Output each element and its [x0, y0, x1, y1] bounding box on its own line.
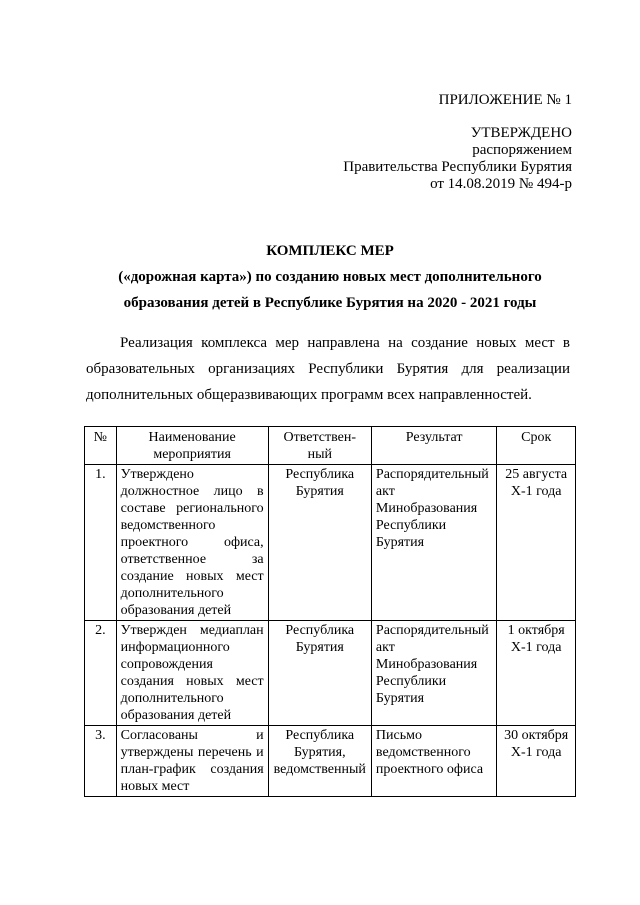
- row-name: Утверждено должностное лицо в составе регионального ведомственного проектного офиса, ответственное за создание новых мест дополнительного образования детей: [116, 465, 268, 621]
- title-line-1: КОМПЛЕКС МЕР: [266, 243, 394, 259]
- row-number: 3.: [85, 726, 117, 797]
- header-number: №: [85, 427, 117, 465]
- row-name: Утвержден медиаплан информационного сопровождения создания новых мест дополнительного образования детей: [116, 621, 268, 726]
- row-result: Письмо ведомственного проектного офиса: [371, 726, 496, 797]
- header-name: Наименование мероприятия: [116, 427, 268, 465]
- row-number: 2.: [85, 621, 117, 726]
- row-term: 25 августа Х-1 года: [497, 465, 576, 621]
- appendix-number: ПРИЛОЖЕНИЕ № 1: [438, 92, 572, 108]
- row-responsible: Республика Бурятия: [268, 465, 371, 621]
- table-header-row: [85, 427, 576, 465]
- row-responsible: Республика Бурятия, ведомственный: [268, 726, 371, 797]
- row-result: Распорядительный акт Минобразования Республики Бурятия: [371, 621, 496, 726]
- title-line-2: («дорожная карта») по созданию новых мест дополнительного: [118, 269, 542, 285]
- table-row: [85, 726, 576, 797]
- approved-label: УТВЕРЖДЕНО: [470, 125, 572, 141]
- header-result: Результат: [371, 427, 496, 465]
- row-term: 1 октября Х-1 года: [497, 621, 576, 726]
- intro-paragraph: Реализация комплекса мер направлена на создание новых мест в образовательных организациях Республики Бурятия для реализации дополнительных общеразвивающих программ всех направленностей.: [86, 335, 570, 403]
- approval-block: [343, 92, 572, 193]
- header-term: Срок: [497, 427, 576, 465]
- row-term: 30 октября Х-1 года: [497, 726, 576, 797]
- measures-table: [84, 426, 576, 797]
- table-row: [85, 465, 576, 621]
- row-result: Распорядительный акт Минобразования Республики Бурятия: [371, 465, 496, 621]
- approval-date: от 14.08.2019 № 494-р: [430, 176, 572, 192]
- row-name: Согласованы и утверждены перечень и план-график создания новых мест: [116, 726, 268, 797]
- document-title: [60, 238, 600, 316]
- approving-organization: Правительства Республики Бурятия: [343, 159, 572, 175]
- row-responsible: Республика Бурятия: [268, 621, 371, 726]
- approved-by: распоряжением: [472, 142, 572, 158]
- header-responsible: Ответствен-ный: [268, 427, 371, 465]
- row-number: 1.: [85, 465, 117, 621]
- title-line-3: образования детей в Республике Бурятия на 2020 - 2021 годы: [123, 295, 537, 311]
- table-row: [85, 621, 576, 726]
